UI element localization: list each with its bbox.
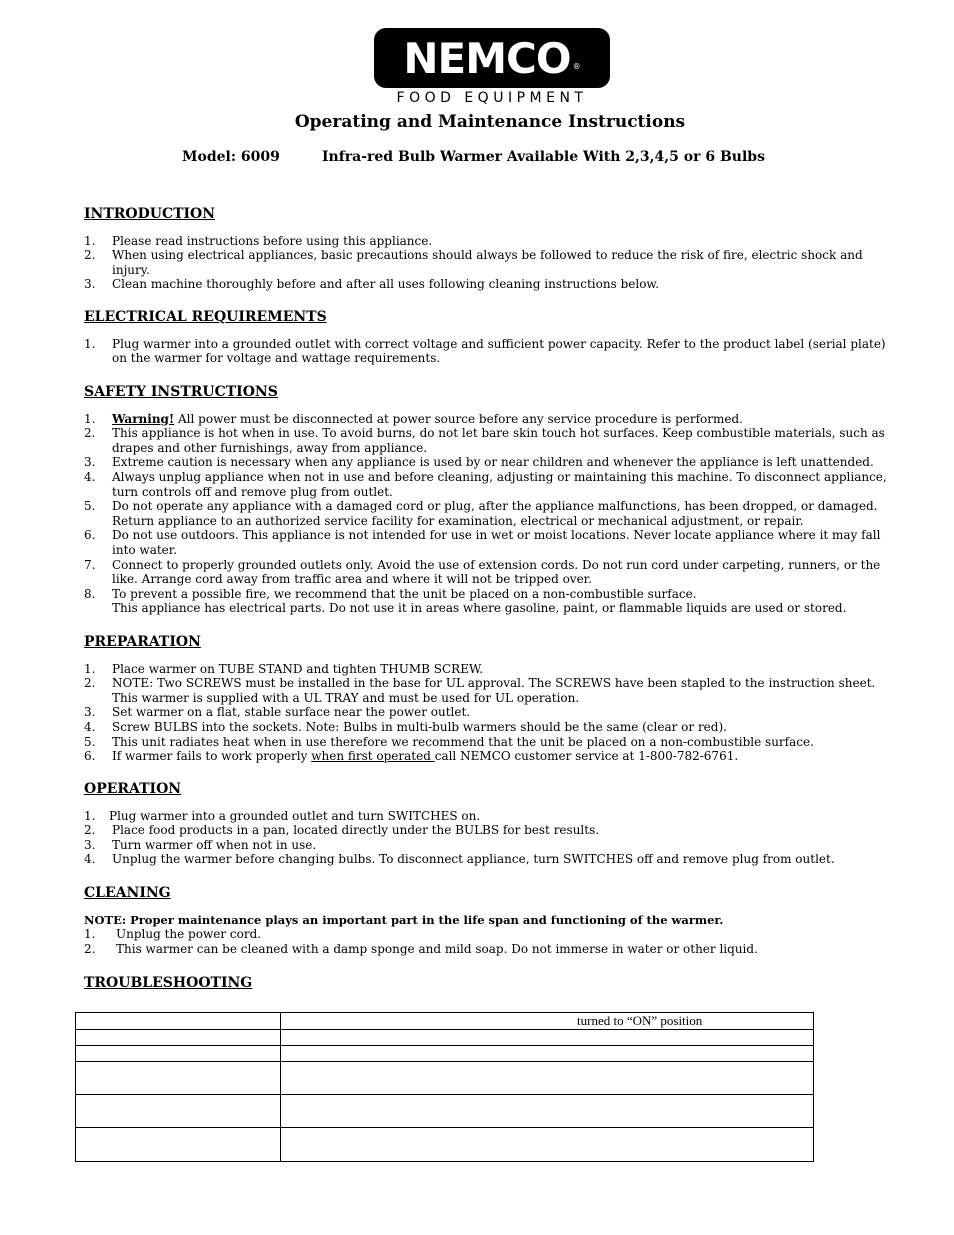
safety-trailing-text: This appliance has electrical parts. Do not use it in areas where gasoline, paint, or flammable liquids are used or stored.	[112, 601, 847, 616]
item-number: 6.	[84, 528, 96, 543]
item-number: 4.	[84, 469, 96, 484]
list-item	[84, 277, 904, 292]
list-item	[84, 809, 904, 824]
table-cell	[281, 1030, 814, 1046]
cleaning-list	[84, 927, 904, 956]
safety-section	[84, 385, 904, 616]
list-item	[84, 558, 904, 587]
item-number: 2.	[84, 676, 96, 691]
item-number: 8.	[84, 586, 96, 601]
item-number: 3.	[84, 705, 96, 720]
item-text: Always unplug appliance when not in use and before cleaning, adjusting or maintaining this machine. To disconnect appliance, turn controls off and remove plug from outlet.	[112, 469, 887, 499]
item-number: 5.	[84, 499, 96, 514]
item-text: call NEMCO customer service at 1-800-782-6761.	[434, 749, 739, 764]
table-cell	[76, 1030, 281, 1046]
electrical-heading: ELECTRICAL REQUIREMENTS	[84, 309, 327, 325]
list-item	[84, 942, 904, 957]
introduction-section	[84, 207, 904, 292]
table-cell	[76, 1095, 281, 1128]
item-number: 2.	[84, 248, 96, 263]
list-item	[84, 720, 904, 735]
table-row	[76, 1030, 814, 1046]
list-item	[84, 927, 904, 942]
item-text: Clean machine thoroughly before and after all uses following cleaning instructions below.	[112, 277, 660, 292]
item-number: 1.	[84, 927, 96, 942]
item-number: 1.	[84, 661, 96, 676]
list-item	[84, 735, 904, 750]
table-cell	[281, 1095, 814, 1128]
table-cell	[281, 1062, 814, 1095]
table-cell	[76, 1013, 281, 1030]
table-cell	[76, 1062, 281, 1095]
item-text: This warmer can be cleaned with a damp sponge and mild soap. Do not immerse in water or other liquid.	[116, 941, 758, 956]
item-text: Plug warmer into a grounded outlet with correct voltage and sufficient power capacity. Refer to the product label (serial plate) on the warmer for voltage and wattage requirements.	[112, 336, 886, 366]
safety-list	[84, 412, 904, 602]
list-item	[84, 705, 904, 720]
list-item	[84, 852, 904, 867]
table-cell	[281, 1128, 814, 1162]
item-text: Screw BULBS into the sockets. Note: Bulbs in multi-bulb warmers should be the same (clear or red).	[112, 719, 727, 734]
introduction-heading: INTRODUCTION	[84, 206, 216, 222]
item-text: Extreme caution is necessary when any appliance is used by or near children and whenever the appliance is left unattended.	[112, 455, 874, 470]
item-number: 3.	[84, 455, 96, 470]
item-text: NOTE: Two SCREWS must be installed in the base for UL approval. The SCREWS have been stapled to the instruction sheet. This warmer is supplied with a UL TRAY and must be used for UL operation.	[112, 676, 876, 705]
operation-heading: OPERATION	[84, 781, 182, 797]
cleaning-heading: CLEANING	[84, 885, 171, 901]
model-line	[182, 149, 765, 165]
item-text: Do not operate any appliance with a damaged cord or plug, after the appliance malfunctions, has been dropped, or damaged. Return appliance to an authorized service facility for examination, electrical or mechanical adjustment, or repair.	[112, 499, 878, 528]
item-number: 3.	[84, 277, 96, 292]
item-text: Connect to properly grounded outlets only. Avoid the use of extension cords. Do not run cord under carpeting, runners, or the like. Arrange cord away from traffic area and where it will not be tripped over.	[112, 557, 881, 587]
list-item	[84, 838, 904, 853]
table-row	[76, 1128, 814, 1162]
item-number: 7.	[84, 557, 96, 572]
table-cell	[281, 1046, 814, 1062]
table-cell	[281, 1013, 814, 1030]
preparation-list	[84, 662, 904, 764]
cleaning-note: NOTE: Proper maintenance plays an important part in the life span and functioning of the warmer.	[84, 912, 724, 927]
item-number: 5.	[84, 734, 96, 749]
item-text: Place food products in a pan, located directly under the BULBS for best results.	[112, 823, 600, 838]
list-item	[84, 499, 904, 528]
item-number: 1.	[84, 336, 96, 351]
list-item	[84, 823, 904, 838]
operation-list	[84, 809, 904, 867]
item-text: Place warmer on TUBE STAND and tighten THUMB SCREW.	[112, 661, 484, 676]
list-item	[84, 426, 904, 455]
cleaning-section	[84, 886, 904, 956]
logo-registered-mark: ®	[572, 61, 581, 71]
list-item	[84, 455, 904, 470]
item-text-underlined: when first operated	[311, 749, 435, 764]
item-text: This appliance is hot when in use. To avoid burns, do not let bare skin touch hot surfaces. Keep combustible materials, such as drapes and other furnishings, away from appliance.	[112, 426, 885, 455]
preparation-section	[84, 635, 904, 764]
troubleshooting-section	[84, 976, 904, 1003]
item-text: To prevent a possible fire, we recommend that the unit be placed on a non-combustible surface.	[112, 586, 697, 601]
item-number: 1.	[84, 808, 96, 823]
operation-section	[84, 782, 904, 867]
table-row	[76, 1095, 814, 1128]
item-text: Please read instructions before using this appliance.	[112, 233, 433, 248]
item-number: 1.	[84, 233, 96, 248]
item-text: Turn warmer off when not in use.	[112, 837, 317, 852]
item-number: 3.	[84, 837, 96, 852]
list-item	[84, 662, 904, 677]
list-item	[84, 587, 904, 602]
table-row	[76, 1062, 814, 1095]
item-text: If warmer fails to work properly	[112, 749, 312, 764]
table-row	[76, 1046, 814, 1062]
list-item	[84, 749, 904, 764]
troubleshooting-heading: TROUBLESHOOTING	[84, 975, 253, 991]
item-text: Do not use outdoors. This appliance is not intended for use in wet or moist locations. Never locate appliance where it may fall into water.	[112, 528, 881, 557]
list-item	[84, 470, 904, 499]
nemco-logo	[372, 28, 612, 106]
electrical-section	[84, 310, 904, 366]
warning-text: All power must be disconnected at power source before any service procedure is performed.	[174, 411, 743, 426]
electrical-list	[84, 337, 904, 366]
logo-tagline: FOOD EQUIPMENT	[396, 90, 588, 106]
troubleshooting-table	[75, 1012, 814, 1162]
list-item	[84, 248, 904, 277]
table-cell	[76, 1046, 281, 1062]
item-text: This unit radiates heat when in use therefore we recommend that the unit be placed on a non-combustible surface.	[112, 734, 814, 749]
warning-label: Warning!	[112, 411, 175, 426]
introduction-list	[84, 234, 904, 292]
item-number: 2.	[84, 426, 96, 441]
safety-heading: SAFETY INSTRUCTIONS	[84, 384, 278, 400]
item-number: 6.	[84, 749, 96, 764]
list-item	[84, 337, 904, 366]
table-cell	[76, 1128, 281, 1162]
item-number: 2.	[84, 823, 96, 838]
item-text: Set warmer on a flat, stable surface near the power outlet.	[112, 705, 471, 720]
logo-badge	[374, 28, 610, 88]
list-item	[84, 676, 904, 705]
document-title: Operating and Maintenance Instructions	[294, 112, 686, 132]
model-label: Model: 6009	[182, 149, 280, 165]
cell-text: turned to “ON” position	[577, 1013, 703, 1028]
item-number: 1.	[84, 411, 96, 426]
list-item	[84, 412, 904, 427]
preparation-heading: PREPARATION	[84, 634, 201, 650]
item-text: Unplug the warmer before changing bulbs. To disconnect appliance, turn SWITCHES off and remove plug from outlet.	[112, 852, 835, 867]
item-text: Unplug the power cord.	[116, 927, 262, 942]
logo-brand: NEMCO	[403, 33, 571, 83]
item-number: 2.	[84, 941, 96, 956]
list-item	[84, 528, 904, 557]
table-row	[76, 1013, 814, 1030]
list-item	[84, 234, 904, 249]
item-text: When using electrical appliances, basic precautions should always be followed to reduce the risk of fire, electric shock and injury.	[112, 248, 863, 277]
item-number: 4.	[84, 852, 96, 867]
item-text: Plug warmer into a grounded outlet and turn SWITCHES on.	[109, 808, 481, 823]
item-number: 4.	[84, 719, 96, 734]
model-description: Infra-red Bulb Warmer Available With 2,3,4,5 or 6 Bulbs	[322, 149, 765, 165]
